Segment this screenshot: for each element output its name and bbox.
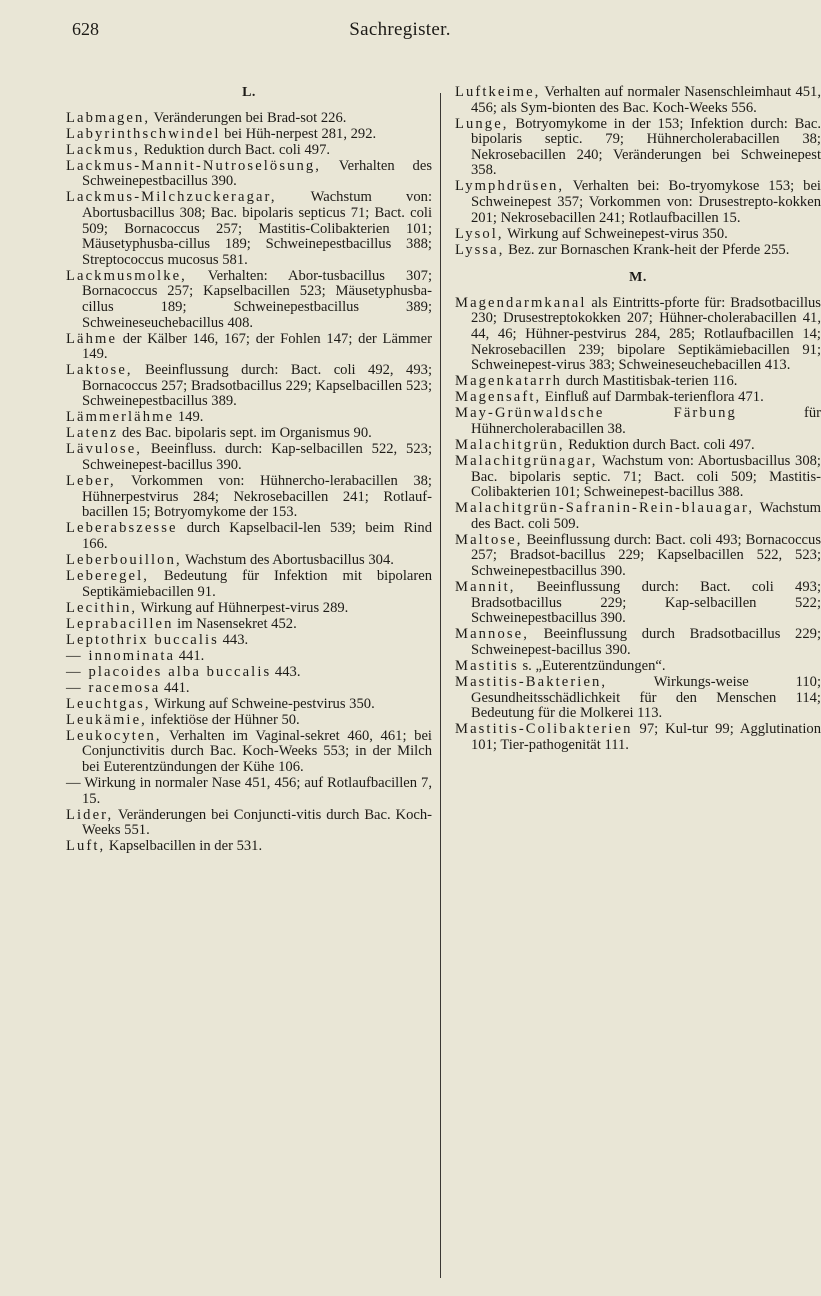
index-entry [66,665,432,681]
entry-text: — Wirkung in normaler Nase 451, 456; auf Rotlaufbacillen 7, 15. [66,775,432,807]
entry-text: Bez. zur Bornaschen Krank-heit der Pferde 255. [504,241,790,258]
entry-headword: Lähme [66,330,118,347]
entry-headword: Malachitgrünagar, [455,453,598,469]
index-entry [455,406,821,437]
entry-text: Beeinflussung durch Bradsotbacillus 229; Schweinepest-bacillus 390. [471,626,821,658]
entry-text: 149. [174,409,204,426]
entry-text: Wachstum des Bact. coli 509. [471,500,821,532]
index-entry [66,363,432,410]
entry-text: 97; Kul-tur 99; Agglutination 101; Tier-pathogenität 111. [471,721,821,753]
right-top-group [455,85,821,258]
entry-text: Reduktion durch Bact. coli 497. [564,436,755,453]
entry-text: durch Kapselbacil-len 539; beim Rind 166. [82,520,432,552]
index-entry [66,681,432,697]
entry-headword: Latenz [66,425,119,442]
entry-headword: Lysol, [455,225,504,242]
entry-text: 443. [271,663,301,680]
entry-text: Reduktion durch Bact. coli 497. [139,141,331,158]
index-entry [66,159,432,190]
entry-text: 441. [160,679,190,696]
index-entry [66,713,432,729]
entry-text: 441. [175,647,205,664]
index-entry [455,243,821,259]
entry-headword: Labyrinthschwindel [66,125,221,142]
entry-headword: Lecithin, [66,599,138,616]
index-entry [66,839,432,855]
entry-text: im Nasensekret 452. [173,615,297,632]
index-entry [66,143,432,159]
column-divider [440,93,441,1278]
index-entry [66,127,432,143]
entry-text: Wachstum des Abortusbacillus 304. [181,551,394,568]
index-entry [66,808,432,839]
index-entry [66,569,432,600]
entry-headword: Lider, [66,806,114,823]
entry-text: Wirkung auf Schweine-pestvirus 350. [150,695,375,712]
index-entry [66,553,432,569]
entry-text: für Hühnercholerabacillen 38. [471,405,821,437]
entry-headword: Lackmus, [66,141,140,158]
entry-text: Wirkungs-weise 110; Gesundheitsschädlichkeit für den Menschen 114; Bedeutung für die Molkerei 113. [471,673,821,722]
entry-headword: Malachitgrün, [455,436,565,453]
entry-headword: — innominata [66,647,176,664]
entry-text: Beeinflussung durch: Bact. coli 492, 493; Bornacoccus 257; Bradsotbacillus 229; Kapselbacillen 523; Schweinepestbacillus 389. [82,362,432,410]
entry-headword: Labmagen, [66,109,151,126]
index-entry [66,601,432,617]
entry-text: der Kälber 146, 167; der Fohlen 147; der Lämmer 149. [82,330,432,363]
entry-text: Beeinflussung durch: Bact. coli 493; Bornacoccus 257; Bradsot-bacillus 229; Kapselbacillen 522, 523; Schweinepestbacillus 390. [471,531,821,580]
index-entry [455,627,821,658]
index-entry [66,776,432,807]
index-entry [66,649,432,665]
index-entry [66,442,432,473]
entry-headword: Lymphdrüsen, [455,178,565,195]
entry-text: des Bac. bipolaris sept. im Organismus 90. [118,425,372,442]
index-entry [66,521,432,552]
index-entry [455,675,821,722]
right-column [455,85,821,754]
entry-headword: Leuchtgas, [66,695,151,712]
entry-text: Wachstum von: Abortusbacillus 308; Bac. bipolaris septic. 71; Bact. coli 509; Mastitis-Colibakterien 101; Schweinepest-bacillus 388. [471,453,821,501]
entry-text: Beeinfluss. durch: Kap-selbacillen 522, 523; Schweinepest-bacillus 390. [82,441,432,474]
entry-headword: May-Grünwaldsche Färbung [455,405,737,422]
index-entry [455,533,821,580]
running-head: Sachregister. [349,19,451,40]
index-entry [455,580,821,627]
entry-headword: Mastitis-Bakterien, [455,673,608,690]
entry-text: infektiöse der Hühner 50. [146,711,300,728]
entry-headword: Lackmus-Mannit-Nutroselösung, [66,157,322,174]
index-entry [455,438,821,454]
section-letter-m: M. [629,270,647,286]
index-entry [455,722,821,753]
entry-text: Botryomykome in der 153; Infektion durch: Bac. bipolaris septic. 79; Hühnercholerabacillen 38; Nekrosebacillen 240; Veränderungen bei Schweinepest 358. [471,115,821,179]
index-entry [455,85,821,116]
index-entry [66,332,432,363]
entry-headword: Leberbouillon, [66,551,182,568]
index-entry [66,633,432,649]
entry-text: Verhalten bei: Bo-tryomykose 153; bei Schweinepest 357; Vorkommen von: Drusestrepto-kokken 201; Nekrosebacillen 241; Rotlaufbacillen 15. [471,178,821,226]
left-column [66,85,432,855]
entry-text: Verhalten: Abor-tusbacillus 307; Bornacoccus 257; Kapselbacillen 523; Mäusetyphusba-cillus 189; Schweinepestbacillus 389; Schweineseuchebacillus 408. [82,267,432,331]
entry-text: Wirkung auf Schweinepest-virus 350. [503,225,728,242]
entry-headword: Mastitis-Colibakterien [455,721,633,738]
entry-headword: Luftkeime, [455,84,541,100]
index-entry [66,190,432,268]
index-entry [66,111,432,127]
index-entry [455,227,821,243]
index-entry [66,269,432,331]
index-entry [455,179,821,226]
entry-headword: Leukämie, [66,711,147,728]
entry-headword: Mastitis [455,657,519,674]
entry-headword: Lävulose, [66,441,143,458]
entry-text: Einfluß auf Darmbak-terienflora 471. [541,389,764,406]
entry-headword: Lackmus-Milchzuckeragar, [66,189,277,206]
index-entry [455,501,821,532]
right-bottom-group [455,296,821,753]
index-entry [455,296,821,374]
entry-headword: Leberabszesse [66,520,178,537]
index-entry [66,474,432,521]
entry-headword: Lämmerlähme [66,409,175,426]
entry-text: 443. [218,631,249,648]
entry-text: Verhalten im Vaginal-sekret 460, 461; bei Conjunctivitis durch Bac. Koch-Weeks 553; in der Milch bei Euterentzündungen der Kühe 106. [82,727,432,775]
entry-headword: Luft, [66,838,106,855]
entry-text: Veränderungen bei Conjuncti-vitis durch Bac. Koch-Weeks 551. [82,806,432,839]
index-entry [66,729,432,776]
index-entry [66,426,432,442]
entry-headword: Leprabacillen [66,615,174,632]
entry-text: durch Mastitisbak-terien 116. [562,373,738,390]
index-entry [66,697,432,713]
entry-text: Beeinflussung durch: Bact. coli 493; Bradsotbacillus 229; Kap-selbacillen 522; Schweinepestbacillus 390. [471,579,821,627]
entry-text: Bedeutung für Infektion mit bipolaren Septikämiebacillen 91. [82,567,432,600]
entry-headword: — placoides alba buccalis [66,663,272,680]
entry-headword: Lunge, [455,115,509,132]
entry-text: Verhalten des Schweinepestbacillus 390. [82,157,432,190]
entry-headword: Leukocyten, [66,727,162,744]
entry-headword: Malachitgrün-Safranin-Rein-blauagar, [455,500,755,517]
entry-text: s. „Euterentzündungen“. [518,657,666,674]
entry-text: Vorkommen von: Hühnercho-lerabacillen 38; Hühnerpestvirus 284; Nekrosebacillen 241; Rotlauf-bacillen 15; Botryomykome der 153. [82,473,432,521]
entry-text: Kapselbacillen in der 531. [105,838,263,855]
entry-text: Verhalten auf normaler Nasenschleimhaut 451, 456; als Sym-bionten des Bac. Koch-Weeks 556. [471,84,821,116]
entry-text: als Eintritts-pforte für: Bradsotbacillus 230; Drusestreptokokken 207; Hühner-cholerabacillen 41, 44, 46; Hühner-pestvirus 284, 285; Rotlaufbacillen 14; Nekrosebacillen 239; bipolare Septikämiebacillen 91; Schweinepest-virus 383; Schweineseuchebacillen 413. [471,294,821,374]
entry-text: Wirkung auf Hühnerpest-virus 289. [137,599,349,616]
index-entry [455,117,821,179]
entry-text: Wachstum von: Abortusbacillus 308; Bac. bipolaris septicus 71; Bact. coli 509; Bornacoccus 257; Mastitis-Colibakterien 101; Mäusetyphusba-cillus 189; Schweinepestbacillus 388; Streptococcus mucosus 581. [82,189,432,268]
entry-text: Veränderungen bei Brad-sot 226. [150,109,347,126]
index-entry [66,410,432,426]
entry-headword: Leber, [66,473,116,490]
index-entry [455,454,821,501]
entry-headword: Lyssa, [455,241,505,258]
index-entry [455,659,821,675]
entry-headword: Magensaft, [455,389,542,406]
entry-headword: Maltose, [455,531,523,548]
page-number: 628 [72,19,99,39]
index-entry [455,374,821,390]
entry-headword: Leptothrix buccalis [66,631,219,648]
index-entry [66,617,432,633]
entry-headword: Lackmusmolke, [66,267,187,284]
entry-headword: Magenkatarrh [455,373,563,390]
entry-headword: Leberegel, [66,567,149,584]
entry-headword: Magendarmkanal [455,294,587,311]
entry-headword: Mannose, [455,626,529,643]
entry-headword: — racemosa [66,679,161,696]
entry-headword: Laktose, [66,362,133,379]
entry-headword: Mannit, [455,579,516,596]
entry-text: bei Hüh-nerpest 281, 292. [220,125,377,142]
index-entry [455,390,821,406]
section-letter-l: L. [242,85,256,100]
